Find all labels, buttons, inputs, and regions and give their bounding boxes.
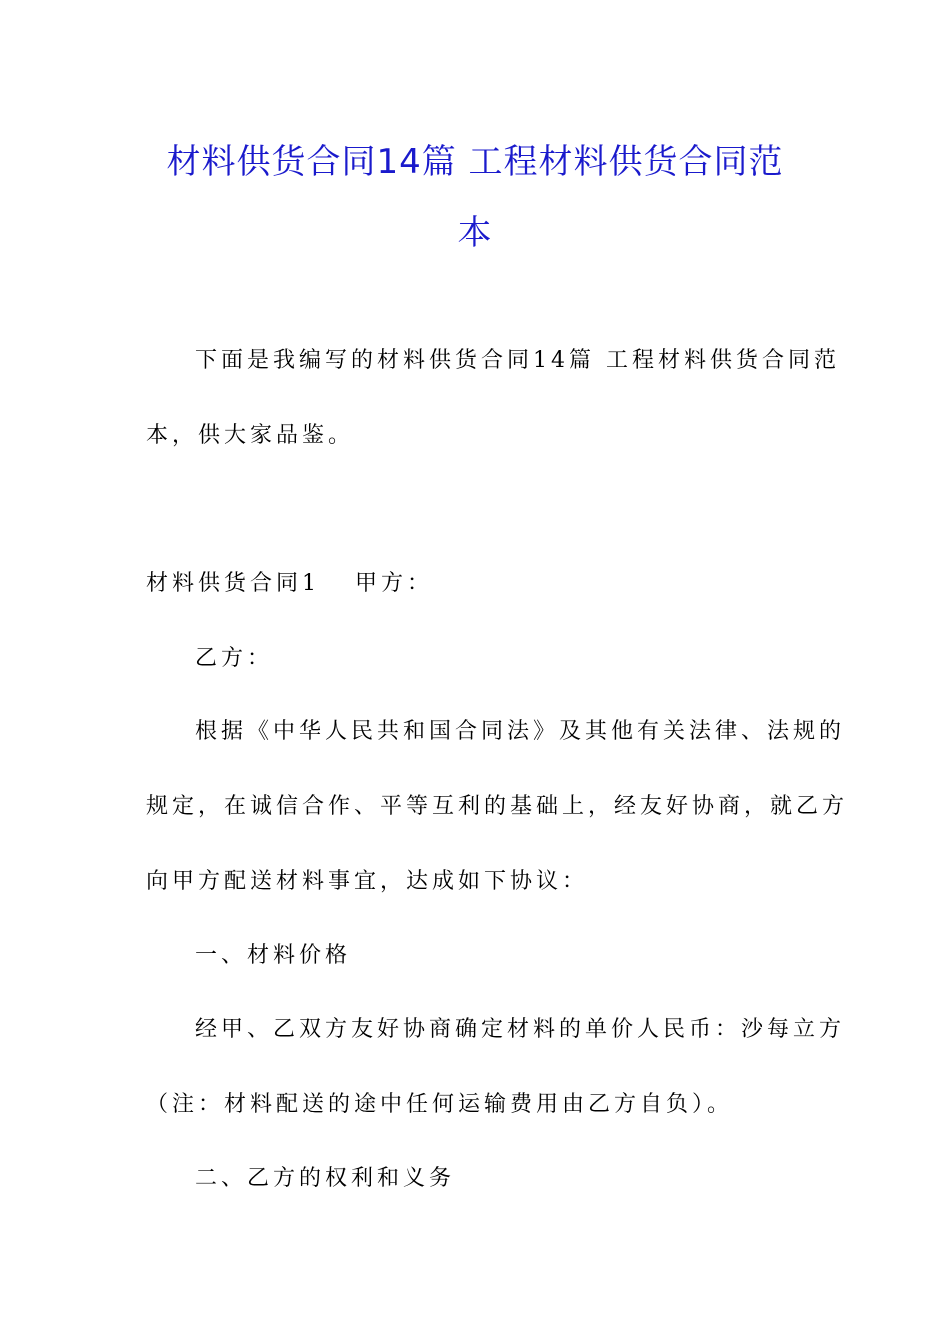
document-title-line-1: 材料供货合同14篇 工程材料供货合同范 [166,142,784,182]
document-title-line-2: 本 [457,213,493,253]
paragraph-2-line-1: 经甲、乙双方友好协商确定材料的单价人民币：沙每立方 [195,1017,846,1042]
intro-line-1: 下面是我编写的材料供货合同14篇 工程材料供货合同范 [195,348,840,373]
paragraph-1-line-1: 根据《中华人民共和国合同法》及其他有关法律、法规的 [195,719,846,744]
section-2-heading: 二、乙方的权利和义务 [195,1166,456,1191]
party-b-label: 乙方： [195,646,274,671]
paragraph-1-line-3: 向甲方配送材料事宜，达成如下协议： [146,869,589,894]
party-a-label: 甲方： [355,571,434,596]
intro-line-2: 本，供大家品鉴。 [146,423,355,448]
paragraph-1-line-2: 规定，在诚信合作、平等互利的基础上，经友好协商，就乙方 [146,794,849,819]
paragraph-2-line-2: （注：材料配送的途中任何运输费用由乙方自负）。 [146,1092,734,1117]
section-1-heading: 一、材料价格 [195,943,352,968]
contract-heading: 材料供货合同1 [146,571,320,596]
